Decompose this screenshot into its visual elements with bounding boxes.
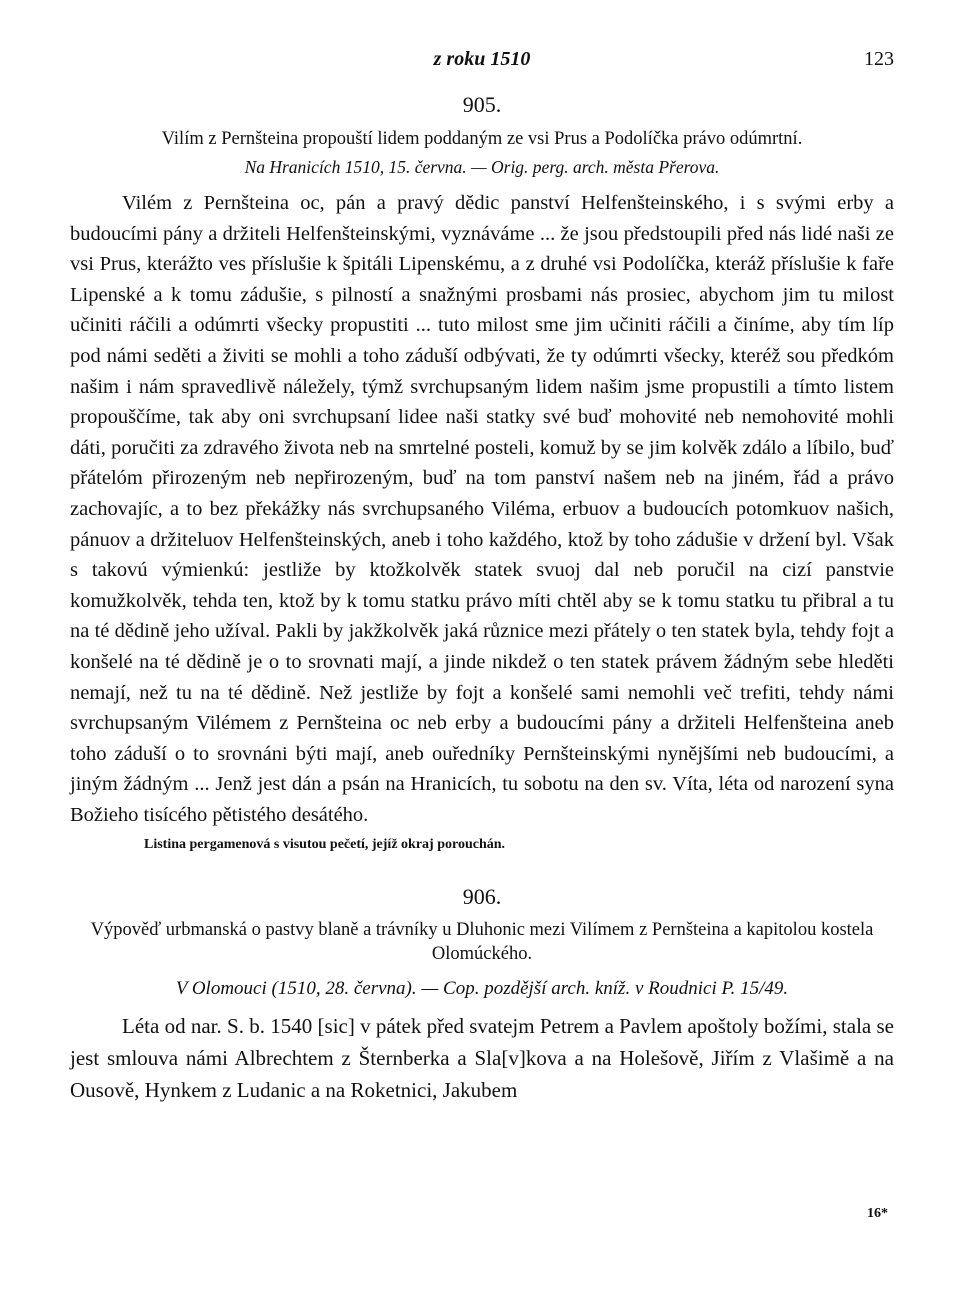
document-number: 905. (462, 92, 502, 117)
running-title: z roku 1510 (433, 48, 531, 70)
document-text: Vilém z Pernšteina oc, pán a pravý dědic panství Helfenšteinského, i s svými erby a budoucími pány a držiteli Helfenšteinskými, vyznáváme ... že jsou předstoupili před nás lidé naši ze vsi Prus, kterážto ves příslušie k špitáli Lipenskému, a z druhé vsi Podolíčka, kteráž příslušie k faře Lipenské a k tomu zádušie, s pilností a snažnými prosbami nás prosiec, abychom jim tu milost učiniti ráčili a odúmrti všecky propustiti ... tuto milost sme jim učiniti ráčili a činíme, aby tím líp pod námi seděti a živiti se mohli a toho záduší odbývati, že ty odúmrti všecky, kteréž sou předkóm našim i nám spravedlivě náležely, týmž svrchupsaným lidem našim jsme propustili a tímto listem propouščíme, tak aby oni svrchupsaní lidee naši statky své buď mohovité neb nemohovité mohli dáti, poručiti za zdravého života neb na smrtelné posteli, komuž by se jim kolvěk zdálo a líbilo, buď přátelóm přirozeným neb nepřirozeným, buď na tom panství našem neb na jiném, řád a právo zachovajíc, a to bez překážky nás svrchupsaného Viléma, erbuov a budoucích potomkuov našich, pánuov a držiteluov Helfenšteinských, aneb i toho každého, ktož by toho zádušie v držení byl. Však s takovú výmienkú: jestliže by ktožkolvěk statek svuoj dal neb poručil na cizí panstvie komužkolvěk, tehda ten, ktož by k tomu statku právo míti chtěl aby se k tomu statku tu přibral a tu na té dědině jeho užíval. Pakli by jakžkolvěk jaká různice mezi přátely o ten statek byla, tehdy fojt a konšelé na té dědině je o to srovnati mají, a jinde nikdež o ten statek právem žádným sebe hleděti nemají, než tu na té dědině. Než jestliže by fojt a konšelé sami nemohli več trefiti, tehdy námi svrchupsaným Vilémem z Pernšteina oc neb erby a budoucími pány a držiteli Helfenšteina aneb toho záduší o to srovnáni býti mají, aneb ouředníky Pernšteinskými nynějšími neb budoucími, a jiným žádným ... Jenž jest dán a psán na Hranicích, tu sobotu na den sv. Víta, léta od narození syna Božieho tisícého pětistého desátého. (70, 192, 894, 826)
document-number: 906. (462, 884, 502, 910)
signature-mark: 16* (867, 1206, 888, 1221)
document-note: Listina pergamenová s visutou pečetí, jejíž okraj porouchán. (144, 837, 506, 853)
document-summary: Výpověď urbmanská o pastvy blaně a trávníky u Dluhonic mezi Vilímem z Pernšteina a kapitolou kostela Olomúckého. (90, 920, 874, 965)
document-source: V Olomouci (1510, 28. června). — Cop. pozdější arch. kníž. v Roudnici P. 15/49. (175, 978, 789, 1000)
document-summary: Vilím z Pernšteina propouští lidem poddaným ze vsi Prus a Podolíčka právo odúmrtní. (161, 129, 803, 149)
document-source: Na Hranicích 1510, 15. června. — Orig. perg. arch. města Přerova. (244, 157, 720, 177)
page (70, 44, 894, 1106)
document-906 (70, 882, 894, 1106)
document-text: Léta od nar. S. b. 1540 [sic] v pátek před svatejm Petrem a Pavlem apoštoly božími, stala se jest smlouva námi Albrechtem z Šternberka a Sla[v]kova a na Holešově, Jiřím z Vlašimě a na Ousově, Hynkem z Ludanic a na Roketnici, Jakubem (70, 1014, 894, 1103)
document-905 (70, 90, 894, 856)
page-number: 123 (864, 48, 894, 70)
running-head (70, 44, 894, 78)
